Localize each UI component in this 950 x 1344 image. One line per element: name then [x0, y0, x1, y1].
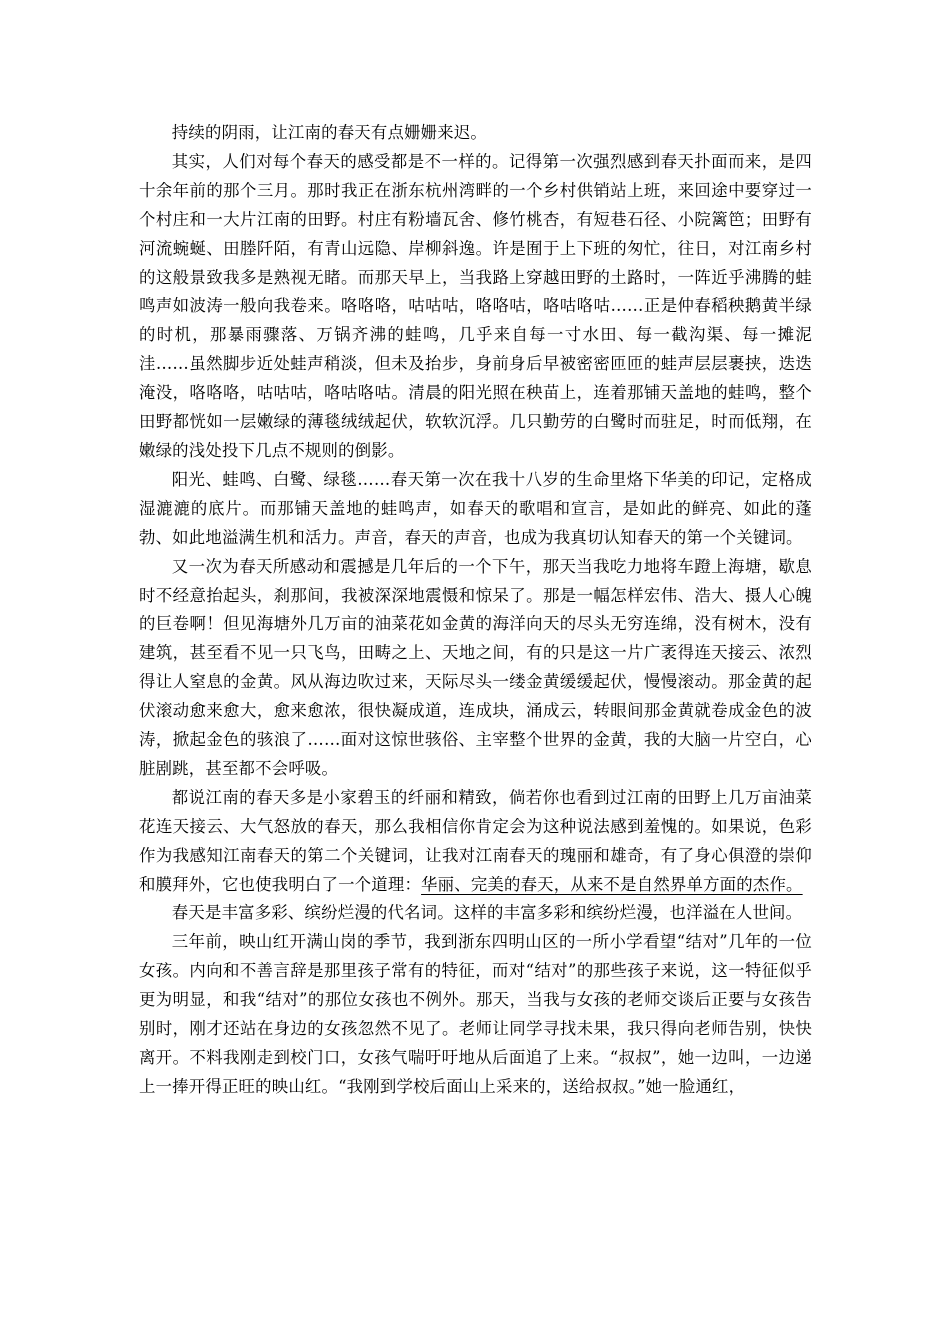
paragraph-2: 其实，人们对每个春天的感受都是不一样的。记得第一次强烈感到春天扑面而来，是四十余年前的那个三月。那时我正在浙东杭州湾畔的一个乡村供销站上班，来回途中要穿过一个村庄和一大片江南的田野。村庄有粉墙瓦舍、修竹桃杏，有短巷石径、小院篱笆；田野有河流蜿蜒、田塍阡陌，有青山远隐、岸柳斜逸。许是囿于上下班的匆忙，往日，对江南乡村的这般景致我多是熟视无睹。而那天早上，当我路上穿越田野的土路时，一阵近乎沸腾的蛙鸣声如波涛一般向我卷来。咯咯咯，咕咕咕，咯咯咕，咯咕咯咕……正是仲春稻秧鹅黄半绿的时机，那暴雨骤落、万锅齐沸的蛙鸣，几乎来自每一寸水田、每一截沟渠、每一摊泥洼……虽然脚步近处蛙声稍淡，但未及抬步，身前身后早被密密匝匝的蛙声层层裹挟，迭迭淹没，咯咯咯，咕咕咕，咯咕咯咕。清晨的阳光照在秧苗上，连着那铺天盖地的蛙鸣，整个田野都恍如一层嫩绿的薄毯绒绒起伏，软软沉浮。几只勤劳的白鹭时而驻足，时而低翔，在嫩绿的浅处投下几点不规则的倒影。 [139, 151, 812, 460]
paragraph-5 [139, 784, 812, 900]
paragraph-6: 春天是丰富多彩、缤纷烂漫的代名词。这样的丰富多彩和缤纷烂漫，也洋溢在人世间。 [171, 903, 803, 923]
underlined-sentence: 华丽、完美的春天，从来不是自然界单方面的杰作。 [421, 874, 803, 894]
paragraph-4: 又一次为春天所感动和震撼是几年后的一个下午，那天当我吃力地将车蹬上海塘，歇息时不经意抬起头，刹那间，我被深深地震慑和惊呆了。那是一幅怎样宏伟、浩大、摄人心魄的巨卷啊！但见海塘外几万亩的油菜花如金黄的海洋向天的尽头无穷连绵，没有树木，没有建筑，甚至看不见一只飞鸟，田畴之上、天地之间，有的只是这一片广袤得连天接云、浓烈得让人窒息的金黄。风从海边吹过来，天际尽头一缕金黄缓缓起伏，慢慢滚动。那金黄的起伏滚动愈来愈大，愈来愈浓，很快凝成道，连成块，涌成云，转眼间那金黄就卷成金色的波涛，掀起金色的骇浪了……面对这惊世骇俗、主宰整个世界的金黄，我的大脑一片空白，心脏剧跳，甚至都不会呼吸。 [139, 556, 812, 778]
paragraph-3: 阳光、蛙鸣、白鹭、绿毯……春天第一次在我十八岁的生命里烙下华美的印记，定格成湿漉漉的底片。而那铺天盖地的蛙鸣声，如春天的歌唱和宣言，是如此的鲜亮、如此的蓬勃、如此地溢满生机和活力。声音，春天的声音，也成为我真切认知春天的第一个关键词。 [139, 469, 812, 547]
paragraph-5-lead: 都说江南的春天多是小家碧玉的纤丽和精致，倘若你也看到过江南的田野上几万亩油菜花连天接云、大气怒放的春天，那么我相信你肯定会为这种说法感到羞愧的。如果说，色彩作为我感知江南春天的第二个关键词，让我对江南春天的瑰丽和雄奇，有了身心俱澄的崇仰和膜拜外，它也使我明白了一个道理： [139, 787, 812, 894]
paragraph-7: 三年前，映山红开满山岗的季节，我到浙东四明山区的一所小学看望“结对”几年的一位女孩。内向和不善言辞是那里孩子常有的特征，而对“结对”的那些孩子来说，这一特征似乎更为明显，和我“结对”的那位女孩也不例外。那天，当我与女孩的老师交谈后正要与女孩告别时，刚才还站在身边的女孩忽然不见了。老师让同学寻找未果，我只得向老师告别，快快离开。不料我刚走到校门口，女孩气喘吁吁地从后面追了上来。“叔叔”，她一边叫，一边递上一捧开得正旺的映山红。“我刚到学校后面山上采来的，送给叔叔。”她一脸通红， [139, 932, 812, 1096]
paragraph-1: 持续的阴雨，让江南的春天有点姗姗来迟。 [171, 123, 488, 142]
article-body [139, 119, 812, 1102]
